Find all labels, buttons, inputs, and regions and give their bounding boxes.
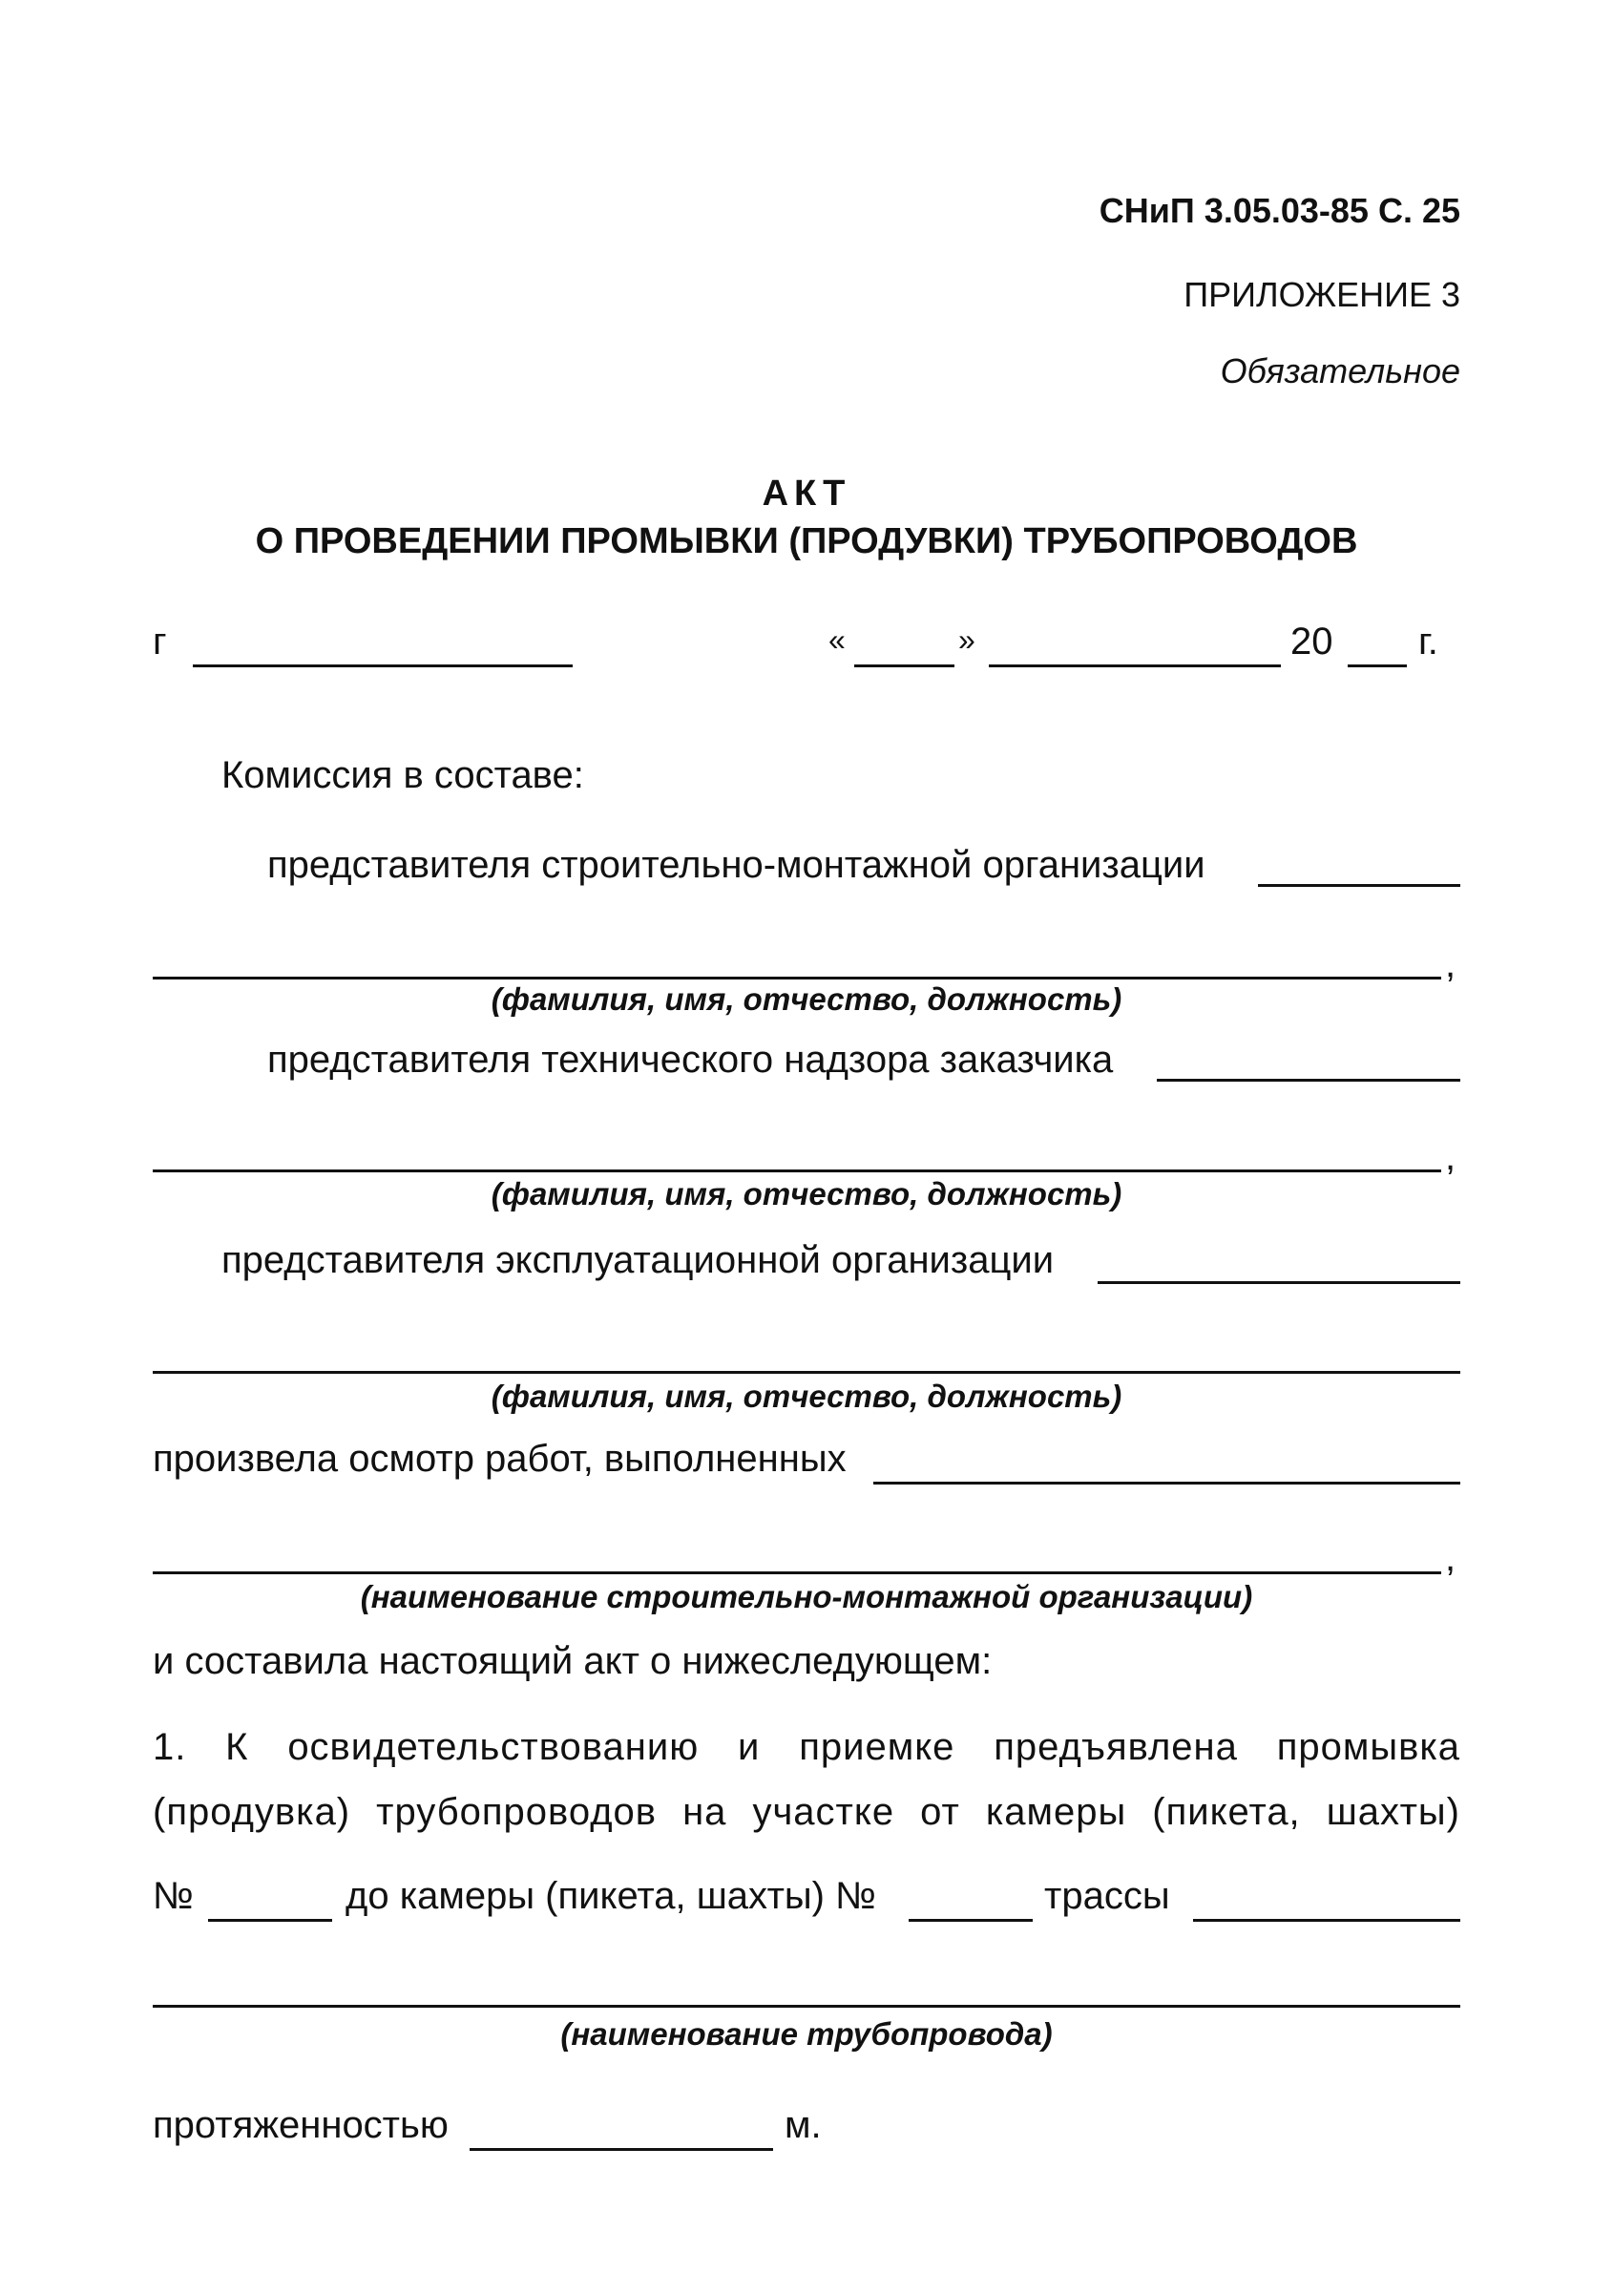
item1-line1: 1. К освидетельствованию и приемке предъявлена промывка: [153, 1726, 1460, 1768]
rep3-field-line: [1098, 1281, 1460, 1284]
act-title: АКТ: [762, 474, 851, 514]
month-field-line: [989, 664, 1281, 667]
city-prefix: г: [153, 621, 167, 663]
rep2-label: представителя технического надзора заказчика: [267, 1039, 1114, 1081]
contractor-name-caption: (наименование строительно-монтажной организации): [360, 1579, 1253, 1614]
contractor-comma: ,: [1445, 1537, 1456, 1579]
appendix-status: Обязательное: [1220, 351, 1460, 390]
quote-open: «: [828, 622, 846, 657]
length-label: протяженностью: [153, 2104, 449, 2146]
rep1-name-caption: (фамилия, имя, отчество, должность): [491, 981, 1122, 1017]
contractor-field-line: [873, 1482, 1460, 1485]
length-field-line: [470, 2148, 773, 2151]
pipeline-name-line: [153, 2005, 1460, 2008]
contractor-name-line: [153, 1571, 1441, 1574]
pipeline-name-caption: (наименование трубопровода): [560, 2016, 1053, 2052]
rep2-name-line: [153, 1169, 1441, 1172]
length-unit: м.: [785, 2104, 822, 2146]
rep2-name-caption: (фамилия, имя, отчество, должность): [491, 1176, 1122, 1211]
year-field-line: [1348, 664, 1407, 667]
year-suffix: г.: [1418, 621, 1438, 663]
rep1-comma: ,: [1445, 943, 1456, 985]
item1-line2: (продувка) трубопроводов на участке от камеры (пикета, шахты): [153, 1791, 1460, 1833]
route-label: трассы: [1044, 1875, 1170, 1917]
quote-close: »: [958, 622, 975, 657]
day-field-line: [854, 664, 954, 667]
rep3-label: представителя эксплуатационной организации: [221, 1239, 1055, 1281]
route-field-line: [1193, 1919, 1460, 1922]
chamber-from-line: [208, 1919, 332, 1922]
act-intro: и составила настоящий акт о нижеследующем:: [153, 1640, 993, 1682]
year-prefix: 20: [1290, 621, 1333, 663]
appendix-label: ПРИЛОЖЕНИЕ 3: [1184, 275, 1460, 314]
rep2-field-line: [1157, 1079, 1460, 1082]
rep1-name-line: [153, 977, 1441, 979]
commission-intro: Комиссия в составе:: [221, 754, 584, 796]
chamber-to-label: до камеры (пикета, шахты) №: [346, 1875, 877, 1917]
inspection-label: произвела осмотр работ, выполненных: [153, 1438, 847, 1480]
rep2-comma: ,: [1445, 1136, 1456, 1178]
chamber-from-label: №: [153, 1875, 194, 1917]
document-reference: СНиП 3.05.03-85 С. 25: [1099, 191, 1460, 230]
rep3-name-caption: (фамилия, имя, отчество, должность): [491, 1379, 1122, 1414]
rep1-label: представителя строительно-монтажной организации: [267, 844, 1205, 886]
rep1-field-line: [1258, 884, 1460, 887]
city-field-line: [193, 664, 573, 667]
rep3-name-line: [153, 1371, 1460, 1374]
chamber-to-line: [909, 1919, 1033, 1922]
act-subtitle: О ПРОВЕДЕНИИ ПРОМЫВКИ (ПРОДУВКИ) ТРУБОПРОВОДОВ: [255, 521, 1358, 561]
